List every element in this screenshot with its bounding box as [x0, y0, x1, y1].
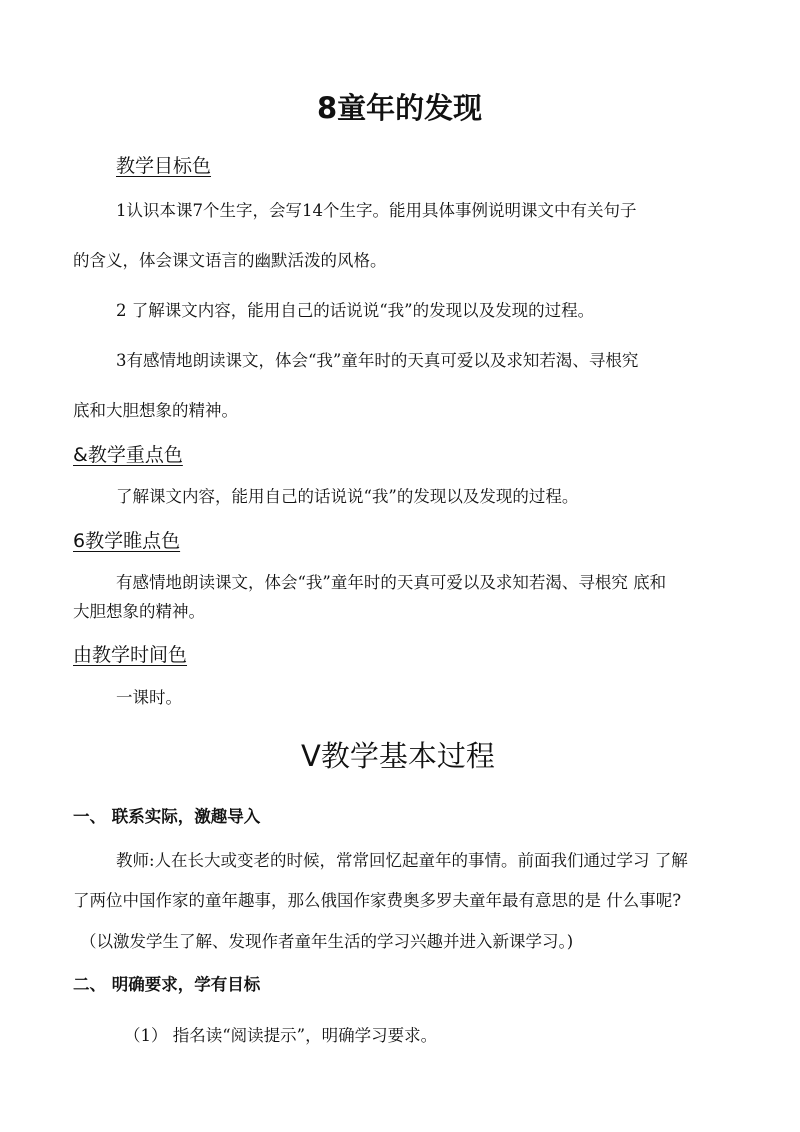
goal2-text: 2 了解课文内容，能用自己的话说说“我”的发现以及发现的过程。 [116, 301, 595, 320]
goal1-line1: 1认识本课7个生字，会写14个生字。能用具体事例说明课文中有关句子 [116, 201, 637, 220]
step1-line1: 教师:人在长大或变老的时候，常常回忆起童年的事情。前面我们通过学习 了解 [116, 851, 688, 870]
difficult-points-line2: 大胆想象的精神。 [73, 602, 205, 621]
document-title: 8童年的发现 [317, 91, 483, 125]
goals-heading: 教学目标色 [116, 155, 212, 177]
goal3-line2: 底和大胆想象的精神。 [73, 401, 238, 420]
key-points-text: 了解课文内容，能用自己的话说说“我”的发现以及发现的过程。 [116, 487, 579, 506]
difficult-points-heading: 6教学睢点色 [73, 530, 181, 552]
goal3-line1: 3有感情地朗读课文，体会“我”童年时的天真可爱以及求知若渴、寻根究 [116, 351, 639, 370]
key-points-heading: &教学重点色 [73, 444, 183, 466]
step2-heading: 二、 明确要求，学有目标 [73, 975, 261, 994]
process-title: V教学基本过程 [301, 739, 495, 773]
goal1-line2: 的含义，体会课文语言的幽默活泼的风格。 [73, 251, 387, 270]
step1-heading: 一、 联系实际，激趣导入 [73, 807, 261, 826]
step1-line3: （以激发学生了解、发现作者童年生活的学习兴趣并进入新课学习。) [80, 932, 574, 951]
teaching-time-text: 一课时。 [116, 688, 182, 707]
step1-line2: 了两位中国作家的童年趣事，那么俄国作家费奥多罗夫童年最有意思的是 什么事呢? [73, 891, 682, 910]
difficult-points-line1: 有感情地朗读课文，体会“我”童年时的天真可爱以及求知若渴、寻根究 底和 [116, 573, 667, 592]
step2-line1: （1） 指名读“阅读提示”，明确学习要求。 [124, 1026, 438, 1045]
teaching-time-heading: 由教学时间色 [73, 644, 188, 666]
